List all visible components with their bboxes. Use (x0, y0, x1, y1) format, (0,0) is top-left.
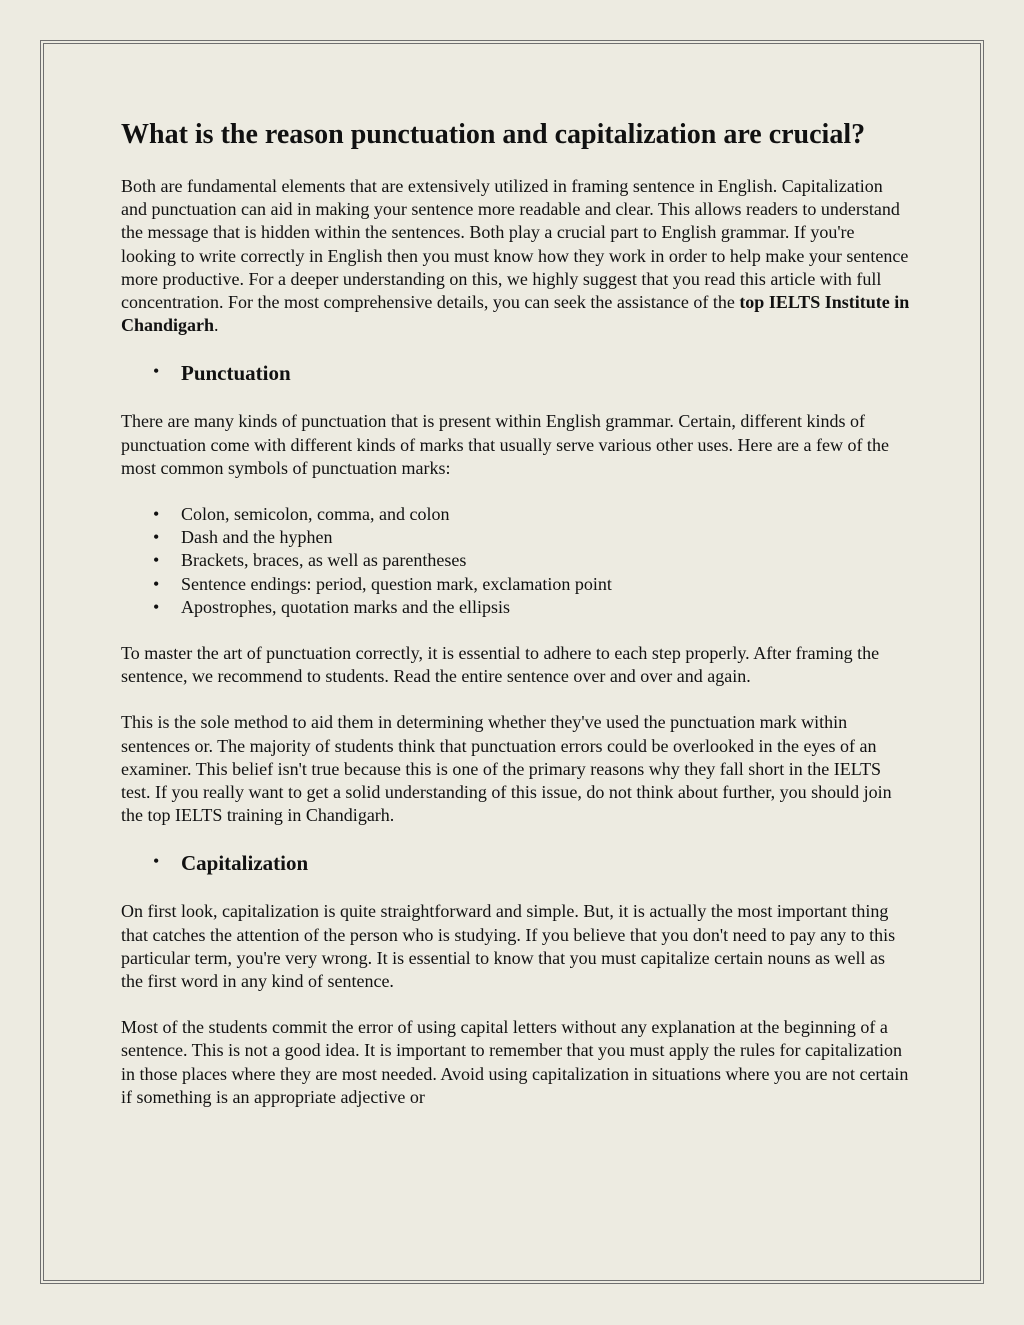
bullet-icon: • (153, 596, 160, 617)
capitalization-heading-item (153, 850, 911, 877)
punctuation-paragraph-3: This is the sole method to aid them in determining whether they've used the punctuation mark within sentences or. The majority of students think that punctuation errors could be overlooked in the eyes of an examiner. This belief isn't true because this is one of the primary reasons why they fall short in the IELTS test. If you really want to get a solid understanding of this issue, do not think about further, you should join the top IELTS training in Chandigarh. (121, 712, 892, 826)
capitalization-paragraph-2: Most of the students commit the error of using capital letters without any explanation at the beginning of a sentence. This is not a good idea. It is important to remember that you must apply the rules for capitalization in those places where they are most needed. Avoid using capitalization in situations where you are not certain if something is an appropriate adjective or (121, 1017, 909, 1107)
intro-paragraph (121, 175, 911, 337)
capitalization-paragraph-1: On first look, capitalization is quite straightforward and simple. But, it is actually the most important thing that catches the attention of the person who is studying. If you believe that you don't need to pay any to this particular term, you're very wrong. It is essential to know that you must capitalize certain nouns as well as the first word in any kind of sentence. (121, 901, 896, 992)
list-item-text: Colon, semicolon, comma, and colon (181, 504, 450, 525)
list-item (153, 549, 911, 572)
capitalization-heading-list (121, 850, 911, 877)
bullet-icon: • (153, 851, 160, 872)
intro-bold-link-text: top IELTS Institute in Chandigarh (121, 292, 910, 336)
punctuation-intro-paragraph: There are many kinds of punctuation that is present within English grammar. Certain, different kinds of punctuation come with different kinds of marks that usually serve various other uses. Here are a few of the most common symbols of punctuation marks: (121, 411, 889, 478)
list-item (153, 503, 911, 526)
list-item (153, 596, 911, 619)
bullet-icon: • (153, 550, 160, 571)
punctuation-heading-item (153, 360, 911, 387)
bullet-icon: • (153, 527, 160, 548)
punctuation-marks-list (121, 503, 911, 619)
list-item-text: Brackets, braces, as well as parentheses (181, 550, 467, 571)
list-item (153, 573, 911, 596)
punctuation-heading-list (121, 360, 911, 387)
capitalization-heading: Capitalization (181, 851, 309, 876)
intro-end: . (214, 315, 219, 336)
list-item (153, 526, 911, 549)
list-item-text: Dash and the hyphen (181, 527, 333, 548)
list-item-text: Sentence endings: period, question mark, exclamation point (181, 573, 612, 594)
punctuation-paragraph-2: To master the art of punctuation correctly, it is essential to adhere to each step properly. After framing the sentence, we recommend to students. Read the entire sentence over and over and again. (121, 643, 880, 687)
article-title: What is the reason punctuation and capitalization are crucial? (121, 119, 866, 150)
list-item-text: Apostrophes, quotation marks and the ellipsis (181, 596, 510, 617)
bullet-icon: • (153, 361, 160, 382)
bullet-icon: • (153, 504, 160, 525)
intro-text: Both are fundamental elements that are extensively utilized in framing sentence in English. Capitalization and punctuation can aid in making your sentence more readable and clear. This allows readers to understand the message that is hidden within the sentences. Both play a crucial part to English grammar. If you're looking to write correctly in English then you must know how they work in order to help make your sentence more productive. For a deeper understanding on this, we highly suggest that you read this article with full concentration. For the most comprehensive details, you can seek the assistance of the (121, 176, 909, 313)
article-body (121, 118, 911, 1132)
punctuation-heading: Punctuation (181, 361, 291, 386)
bullet-icon: • (153, 573, 160, 594)
